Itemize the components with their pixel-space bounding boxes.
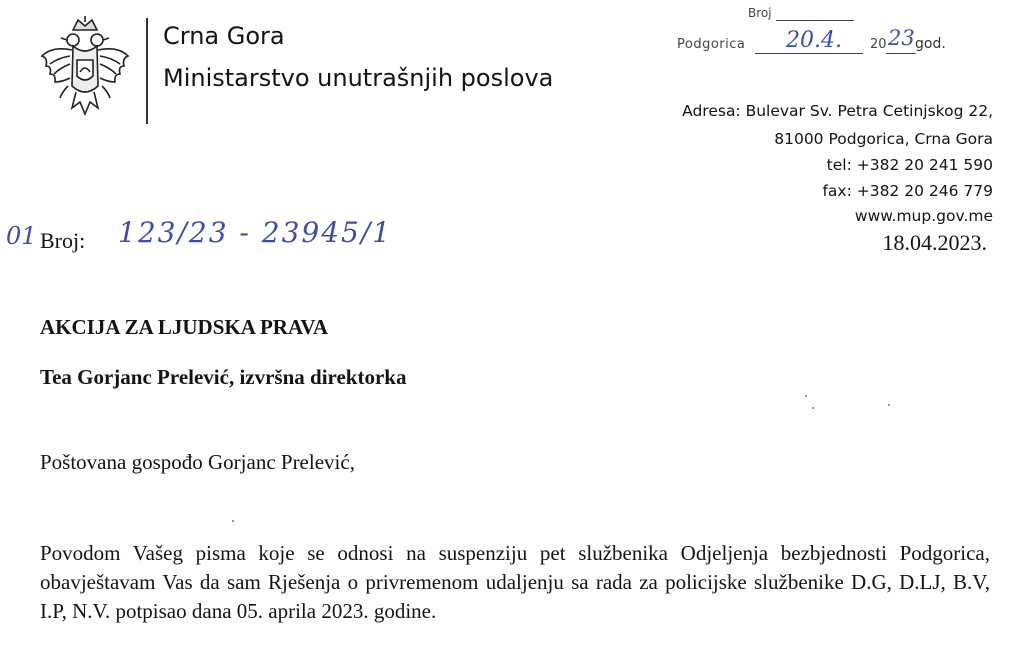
stamp-year-handwritten: 23 xyxy=(888,26,915,50)
stamp-year-suffix: god. xyxy=(915,36,946,52)
letter-date: 18.04.2023. xyxy=(882,230,987,255)
recipient-name: Tea Gorjanc Prelević, izvršna direktorka xyxy=(40,365,407,389)
stamp-year-prefix: 20 xyxy=(870,37,887,52)
scan-speck xyxy=(888,404,890,406)
address-phone: tel: +382 20 241 590 xyxy=(826,156,993,174)
scan-speck xyxy=(232,520,234,522)
reference-prefix-handwritten: 01 xyxy=(6,222,37,250)
stamp-date-handwritten: 20.4. xyxy=(786,28,842,53)
recipient-organization: AKCIJA ZA LJUDSKA PRAVA xyxy=(40,315,329,339)
address-website: www.mup.gov.me xyxy=(854,207,993,225)
scan-speck xyxy=(805,395,807,397)
coat-of-arms-icon xyxy=(38,16,132,122)
stamp-broj-label: Broj xyxy=(748,6,772,20)
stamp-broj-line xyxy=(776,20,854,21)
stamp-date-line xyxy=(755,53,863,54)
reference-number-handwritten: 123/23 - 23945/1 xyxy=(118,216,393,249)
address-street: Adresa: Bulevar Sv. Petra Cetinjskog 22, xyxy=(682,102,993,120)
body-paragraph: Povodom Vašeg pisma koje se odnosi na suspenziju pet službenika Odjeljenja bezbjednosti Podgorica, obavještavam Vas da sam Rješenja o privremenom udaljenju sa rada za policijske službenike D.G, D.LJ, B.V, I.P, N.V. potpisao dana 05. aprila 2023. godine. xyxy=(40,541,990,623)
reference-label: Broj: xyxy=(40,228,86,253)
scan-speck xyxy=(812,407,814,409)
address-fax: fax: +382 20 246 779 xyxy=(822,182,993,200)
ministry-name: Ministarstvo unutrašnjih poslova xyxy=(163,64,554,92)
stamp-year-line xyxy=(886,53,916,54)
country-name: Crna Gora xyxy=(163,22,285,50)
salutation: Poštovana gospođo Gorjanc Prelević, xyxy=(40,450,355,474)
address-city: 81000 Podgorica, Crna Gora xyxy=(774,130,993,148)
stamp-city-label: Podgorica xyxy=(677,37,746,52)
header-divider xyxy=(146,18,148,124)
